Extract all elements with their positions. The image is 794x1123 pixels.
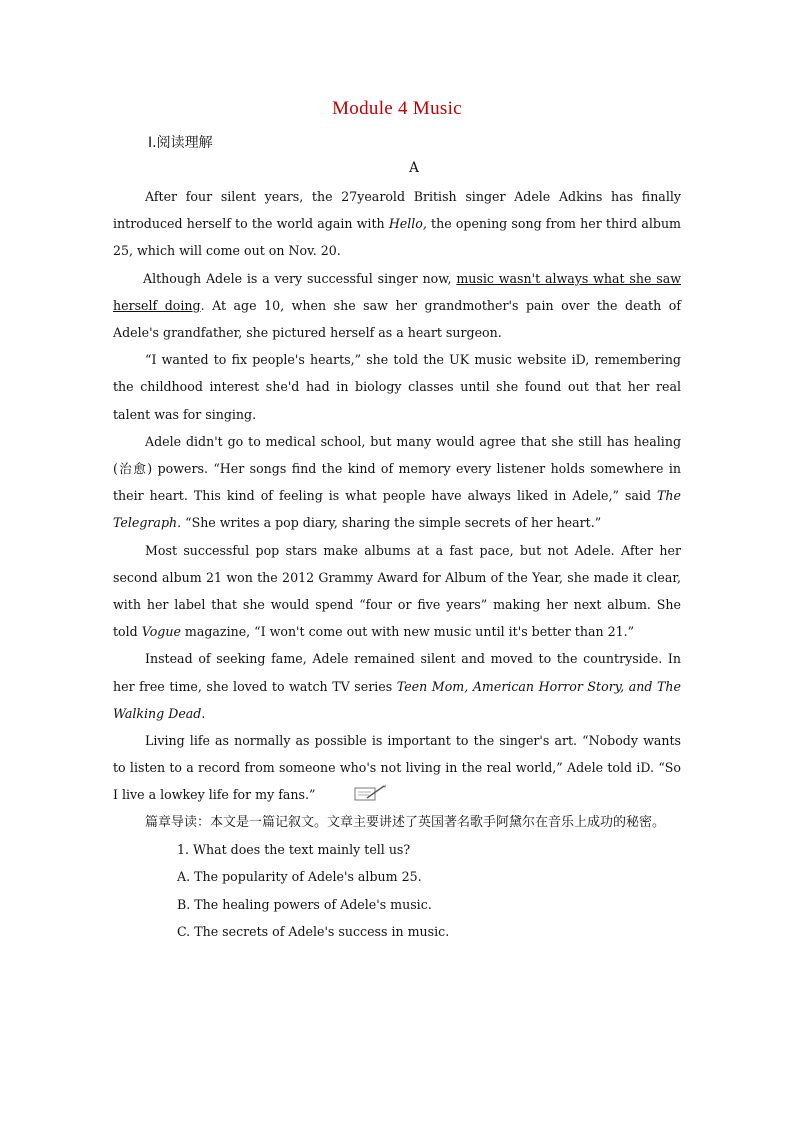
- paragraph-text: . At age 10, when she saw her grandmother's pain over the death of Adele's grandfather, she pictured herself as a heart surgeon.: [113, 297, 681, 341]
- paragraph-text: After four silent years, the 27yearold British singer Adele Adkins has finally introduced herself to the world again with: [113, 189, 681, 232]
- question-block: [113, 836, 681, 946]
- paragraph-4: [113, 428, 681, 537]
- paragraph-text: the opening song from her third album 25, which will come out on Nov. 20.: [113, 216, 681, 259]
- paragraph-5: [113, 537, 681, 646]
- paragraph-2: [113, 265, 681, 347]
- paragraph-text: . “She writes a pop diary, sharing the simple secrets of her heart.”: [177, 515, 602, 531]
- paragraph-text: Most successful pop stars make albums at a fast pace, but not Adele. After her second album 21 won the 2012 Grammy Award for Album of the Year, she made it clear, with her label that she would spend “four or five years” making her next album. She told: [113, 542, 681, 640]
- publication-name: The Telegraph: [113, 488, 681, 531]
- passage-body: [113, 183, 681, 946]
- paragraph-text: .: [201, 705, 206, 721]
- song-title: Hello,: [388, 216, 427, 232]
- paragraph-1: [113, 183, 681, 265]
- underlined-phrase: music wasn't always what she saw herself doing: [113, 270, 681, 313]
- paragraph-text: Adele didn't go to medical school, but many would agree that she still has healing (治愈) powers. “Her songs find the kind of memory every listener holds somewhere in their heart. This kind of feeling is what people have always liked in Adele,” said: [113, 433, 681, 504]
- paragraph-7: [113, 727, 681, 809]
- option-a: A. The popularity of Adele's album 25.: [177, 869, 422, 885]
- section-heading: Ⅰ.阅读理解: [148, 135, 213, 151]
- paragraph-6: [113, 645, 681, 727]
- guide-paragraph: 篇章导读：本文是一篇记叙文。文章主要讲述了英国著名歌手阿黛尔在音乐上成功的秘密。: [145, 814, 666, 830]
- option-c: C. The secrets of Adele's success in music.: [177, 924, 450, 940]
- option-b: B. The healing powers of Adele's music.: [177, 896, 432, 912]
- paragraph-text: Although Adele is a very successful singer now,: [143, 270, 457, 286]
- paragraph-3: “I wanted to fix people's hearts,” she told the UK music website iD, remembering the childhood interest she'd had in biology classes until she found out that her real talent was for singing.: [113, 352, 681, 422]
- paragraph-text: Living life as normally as possible is important to the singer's art. “Nobody wants to listen to a record from someone who's not living in the real world,” Adele told iD. “So I live a lowkey life for my fans.”: [113, 733, 681, 803]
- page-title: Module 4 Music: [332, 98, 462, 119]
- paragraph-text: magazine, “I won't come out with new music until it's better than 21.”: [180, 624, 635, 640]
- pen-writing-icon: [321, 784, 355, 802]
- question-stem: 1. What does the text mainly tell us?: [177, 841, 411, 857]
- magazine-name: Vogue: [141, 624, 181, 640]
- passage-label: A: [409, 160, 419, 176]
- tv-series-names: Teen Mom, American Horror Story, and The Walking Dead: [113, 678, 681, 721]
- paragraph-text: Instead of seeking fame, Adele remained silent and moved to the countryside. In her free time, she loved to watch TV series: [113, 651, 681, 694]
